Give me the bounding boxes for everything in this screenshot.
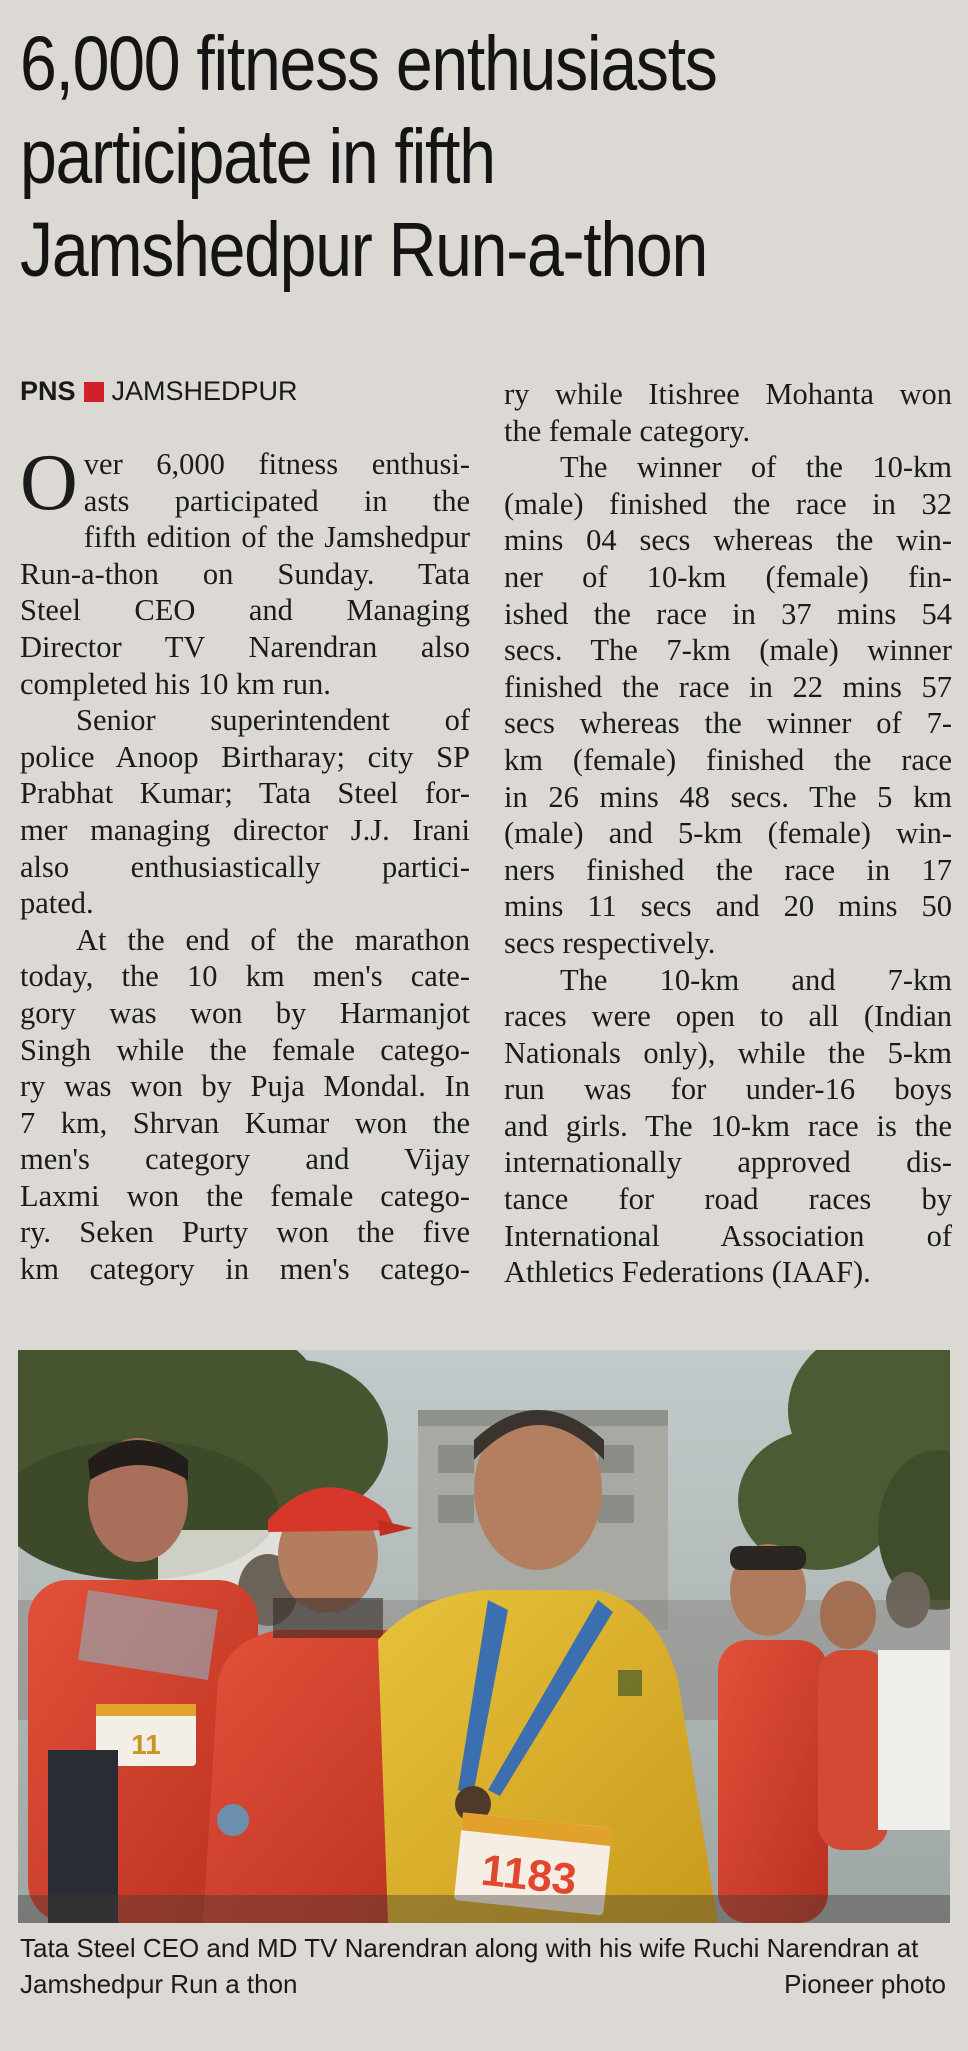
body-line: Athletics Federations (IAAF). [504,1255,871,1290]
photo-caption [20,1930,950,2002]
body-line: in 26 mins 48 secs. The 5 km [504,779,952,814]
article-column-left [20,439,470,1288]
body-line: (male) and 5-km (female) win- [504,816,952,851]
body-line: ver 6,000 fitness enthusi- [83,447,470,481]
body-line: mins 11 secs and 20 mins 50 [504,889,952,924]
red-square-icon [84,382,104,402]
body-line: Run-a-thon on Sunday. Tata [20,556,470,591]
body-line: ry was won by Puja Mondal. In [20,1069,470,1104]
body-line: finished the race in 22 mins 57 [504,669,952,704]
agency-name: PNS [20,376,76,406]
ground [18,1895,950,1923]
body-line: run was for under-16 boys [504,1072,952,1107]
body-line: races were open to all (Indian [504,999,952,1034]
body-line: today, the 10 km men's cate- [20,959,470,994]
dateline [20,376,298,406]
drop-cap: O [20,439,78,527]
body-line: mins 04 secs whereas the win- [504,523,952,558]
body-line: gory was won by Harmanjot [20,995,470,1030]
body-line: ished the race in 37 mins 54 [504,596,952,631]
body-line: Nationals only), while the 5-km [504,1035,952,1070]
body-line: Director TV Narendran also [20,629,470,664]
caption-line-1: Tata Steel CEO and MD TV Narendran along with his wife Ruchi Narendran at [20,1933,919,1963]
body-line: internationally approved dis- [504,1145,952,1180]
bib-number-center: 1183 [478,1845,579,1905]
headline-line-1: 6,000 fitness enthusiasts [20,21,717,107]
body-line: fifth edition of the Jamshedpur [83,520,470,555]
body-line: asts participated in the [83,483,470,518]
photo-credit: Pioneer photo [784,1969,946,1999]
body-line: secs. The 7-km (male) winner [504,633,952,668]
body-line: mer managing director J.J. Irani [20,812,470,847]
body-line: the female category. [504,413,751,448]
body-line: police Anoop Birtharay; city SP [20,739,470,774]
body-line: 7 km, Shrvan Kumar won the [20,1105,470,1140]
body-line: The winner of the 10-km [560,450,952,485]
body-line: At the end of the marathon [76,922,470,957]
body-line: Senior superintendent of [76,703,470,738]
body-line: secs whereas the winner of 7- [504,706,952,741]
headline-line-3: Jamshedpur Run-a-thon [20,207,708,293]
body-line: pated. [20,886,94,921]
body-line: km (female) finished the race [504,742,952,777]
body-line: (male) finished the race in 32 [504,486,952,521]
headline-line-2: participate in fifth [20,114,495,200]
drop-cap-paragraph [20,439,470,527]
event-photo-illustration [18,1350,950,1923]
body-line: ners finished the race in 17 [504,852,952,887]
caption-line-2: Jamshedpur Run a thon [20,1969,298,1999]
body-line: The 10-km and 7-km [560,962,952,997]
body-line: tance for road races by [504,1182,952,1217]
body-line: Singh while the female catego- [20,1032,470,1067]
dateline-location: JAMSHEDPUR [111,376,298,406]
body-line: Prabhat Kumar; Tata Steel for- [20,776,470,811]
body-line: secs respectively. [504,925,716,960]
body-line: ry while Itishree Mohanta won [504,377,952,411]
body-line: Steel CEO and Managing [20,593,470,628]
event-photo [18,1350,950,1923]
body-line: and girls. The 10-km race is the [504,1108,952,1143]
body-line: km category in men's catego- [20,1252,470,1287]
body-line: completed his 10 km run. [20,666,331,701]
body-line: ner of 10-km (female) fin- [504,559,952,594]
body-line: ry. Seken Purty won the five [20,1215,470,1250]
body-line: International Association of [504,1218,952,1253]
bib-number-left: 11 [131,1729,161,1760]
body-line: men's category and Vijay [20,1142,470,1177]
headline [20,18,820,297]
body-line: Laxmi won the female catego- [20,1178,470,1213]
body-line: also enthusiastically partici- [20,849,470,884]
article-column-right [504,376,952,1291]
